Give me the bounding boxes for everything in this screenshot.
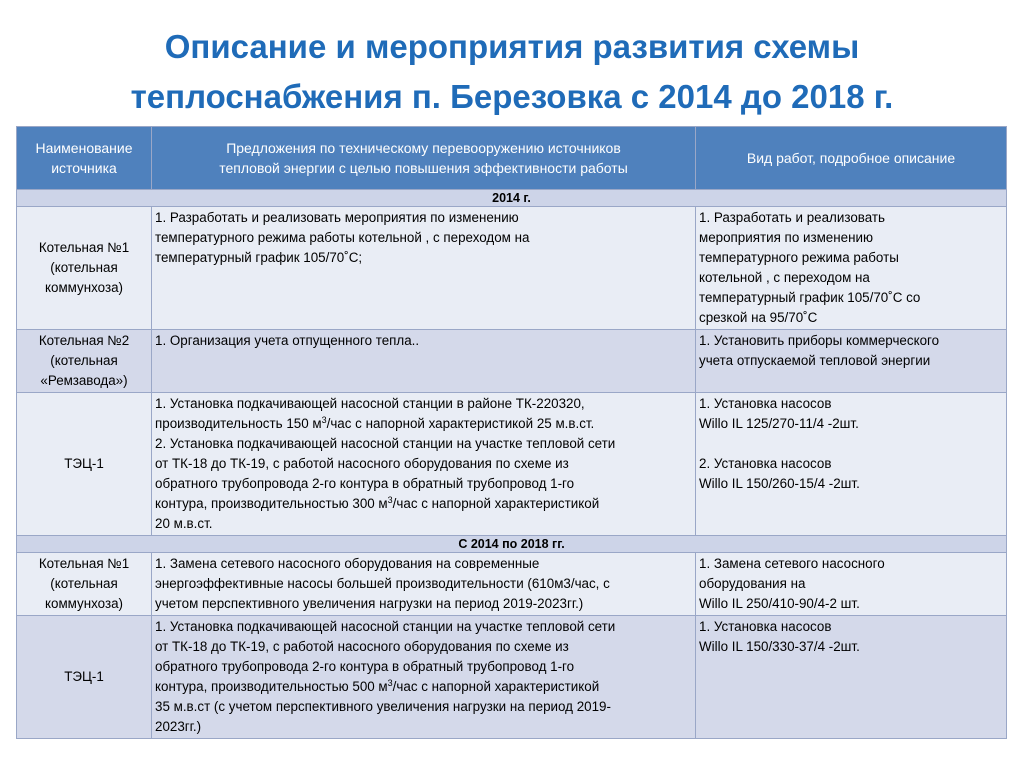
section-row-2014 — [17, 190, 1007, 207]
superscript: 3 — [321, 415, 327, 425]
works-line: учета отпускаемой тепловой энергии — [699, 353, 931, 368]
proposal-line: энергоэффективные насосы большей производительности (610м3/час, с — [155, 576, 610, 591]
works-cell — [696, 393, 1007, 536]
header-source-line-2: источника — [51, 160, 117, 176]
proposal-line: 1. Замена сетевого насосного оборудования на современные — [155, 556, 540, 571]
table-row — [17, 616, 1007, 739]
source-line: Котельная №1 — [38, 556, 130, 571]
source-line: (котельная — [50, 260, 118, 275]
header-source — [17, 127, 152, 190]
table-row — [17, 553, 1007, 616]
proposal-line: 1. Организация учета отпущенного тепла.. — [155, 333, 420, 348]
source-cell — [17, 553, 152, 616]
proposal-line: от ТК-18 до ТК-19, с работой насосного оборудования по схеме из — [155, 456, 569, 471]
works-line: 1. Разработать и реализовать — [699, 210, 885, 225]
works-line: 1. Установить приборы коммерческого — [699, 333, 940, 348]
section-row-2014-2018 — [17, 536, 1007, 553]
proposal-line: обратного трубопровода 2-го контура в обратный трубопровод 1-го — [155, 659, 575, 674]
proposal-line: температурного режима работы котельной , с переходом на — [155, 230, 530, 245]
proposal-cell — [152, 553, 696, 616]
table-row — [17, 207, 1007, 330]
proposal-line: учетом перспективного увеличения нагрузки на период 2019-2023гг.) — [155, 596, 584, 611]
proposal-line: 35 м.в.ст (с учетом перспективного увеличения нагрузки на период 2019- — [155, 699, 611, 714]
source-line: коммунхоза) — [45, 280, 123, 295]
table-row — [17, 393, 1007, 536]
proposal-text: /час с напорной характеристикой — [392, 679, 600, 694]
measures-table — [16, 126, 1007, 739]
works-cell — [696, 207, 1007, 330]
works-line: 1. Замена сетевого насосного — [699, 556, 885, 571]
slide-title — [0, 22, 1024, 122]
section-label: С 2014 по 2018 гг. — [17, 536, 1007, 553]
header-proposals-line-1: Предложения по техническому перевооружению источников — [226, 140, 621, 156]
proposal-text: производительность 150 м — [155, 416, 322, 431]
proposal-line: 2023гг.) — [155, 719, 202, 734]
proposal-line: 1. Разработать и реализовать мероприятия по изменению — [155, 210, 519, 225]
proposal-cell — [152, 616, 696, 739]
works-line: температурный график 105/70˚С со — [699, 290, 921, 305]
proposal-cell — [152, 207, 696, 330]
superscript: 3 — [387, 495, 393, 505]
works-line: Willo IL 250/410-90/4-2 шт. — [699, 596, 860, 611]
title-line-2: теплоснабжения п. Березовка с 2014 до 2018 г. — [130, 78, 894, 115]
proposal-text: /час с напорной характеристикой — [392, 496, 600, 511]
header-works: Вид работ, подробное описание — [696, 127, 1007, 190]
section-label: 2014 г. — [17, 190, 1007, 207]
works-line: температурного режима работы — [699, 250, 899, 265]
proposal-line: от ТК-18 до ТК-19, с работой насосного оборудования по схеме из — [155, 639, 569, 654]
superscript: 3 — [387, 678, 393, 688]
header-proposals — [152, 127, 696, 190]
source-line: (котельная — [50, 353, 118, 368]
title-line-1: Описание и мероприятия развития схемы — [164, 28, 860, 65]
source-cell — [17, 393, 152, 536]
works-cell — [696, 330, 1007, 393]
proposal-line: температурный график 105/70˚С; — [155, 250, 363, 265]
proposal-line: 1. Установка подкачивающей насосной станции в районе ТК-220320, — [155, 396, 585, 411]
proposal-line — [155, 494, 692, 514]
source-line: «Ремзавода») — [40, 373, 128, 388]
source-line: ТЭЦ-1 — [64, 456, 104, 471]
works-line: котельной , с переходом на — [699, 270, 870, 285]
source-line: Котельная №2 — [38, 333, 130, 348]
works-line: Willo IL 150/330-37/4 -2шт. — [699, 639, 860, 654]
works-cell — [696, 616, 1007, 739]
proposal-cell — [152, 393, 696, 536]
works-line: 1. Установка насосов — [699, 619, 832, 634]
proposal-cell — [152, 330, 696, 393]
proposal-line: 1. Установка подкачивающей насосной станции на участке тепловой сети — [155, 619, 616, 634]
works-line: Willo IL 125/270-11/4 -2шт. — [699, 416, 859, 431]
source-line: коммунхоза) — [45, 596, 123, 611]
proposal-line: 2. Установка подкачивающей насосной станции на участке тепловой сети — [155, 436, 616, 451]
header-proposals-line-2: тепловой энергии с целью повышения эффективности работы — [219, 160, 628, 176]
works-line: оборудования на — [699, 576, 806, 591]
proposal-text: контура, производительностью 500 м — [155, 679, 388, 694]
proposal-text: /час с напорной характеристикой 25 м.в.ст. — [326, 416, 595, 431]
table-header-row — [17, 127, 1007, 190]
source-cell — [17, 330, 152, 393]
works-line: Willo IL 150/260-15/4 -2шт. — [699, 476, 860, 491]
source-line: (котельная — [50, 576, 118, 591]
source-line: Котельная №1 — [38, 240, 130, 255]
works-line: 2. Установка насосов — [699, 456, 832, 471]
works-line: срезкой на 95/70˚С — [699, 310, 818, 325]
proposal-text: контура, производительностью 300 м — [155, 496, 388, 511]
table-row — [17, 330, 1007, 393]
source-cell — [17, 207, 152, 330]
works-cell — [696, 553, 1007, 616]
header-source-line-1: Наименование — [35, 140, 133, 156]
source-cell — [17, 616, 152, 739]
works-line: 1. Установка насосов — [699, 396, 832, 411]
works-line: мероприятия по изменению — [699, 230, 874, 245]
proposal-line — [155, 677, 692, 697]
proposal-line: 20 м.в.ст. — [155, 516, 213, 531]
source-line: ТЭЦ-1 — [64, 669, 104, 684]
proposal-line — [155, 414, 692, 434]
proposal-line: обратного трубопровода 2-го контура в обратный трубопровод 1-го — [155, 476, 575, 491]
blank-line — [699, 434, 1003, 454]
